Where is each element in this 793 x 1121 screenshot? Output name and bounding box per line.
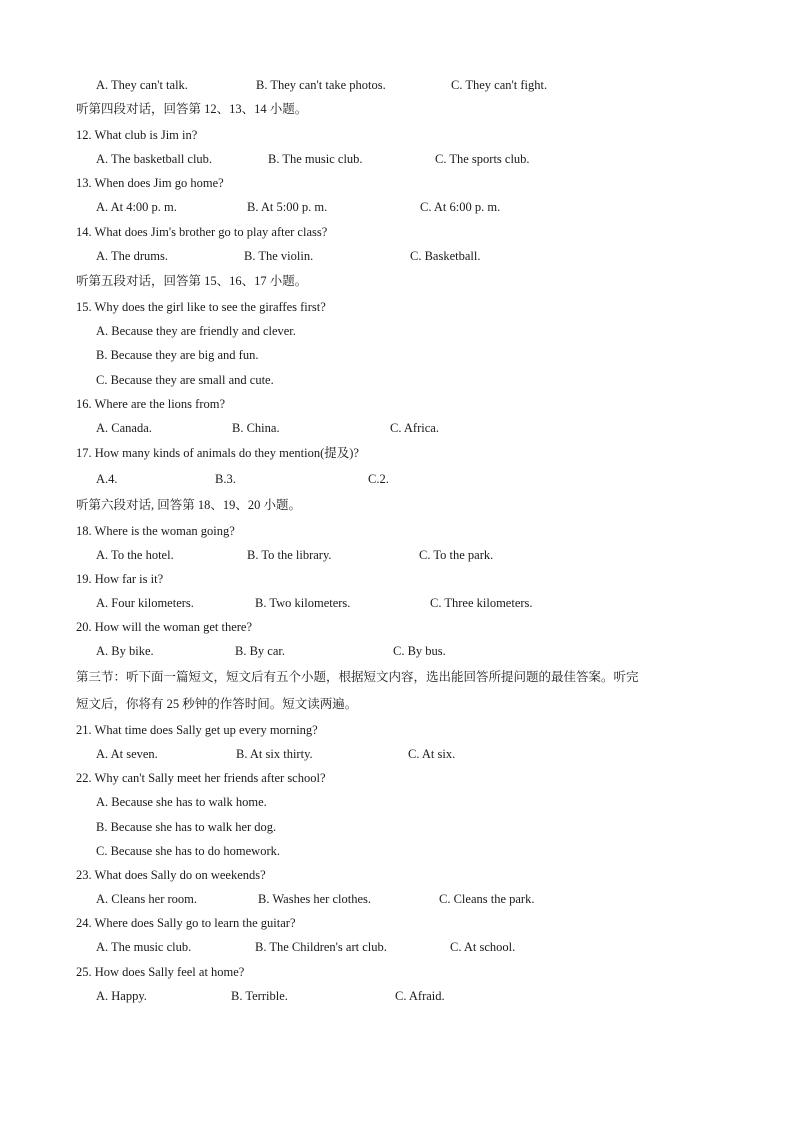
section-heading-5: 听第五段对话，回答第 15、16、17 小题。 [76,274,308,288]
q17-option-a: A.4. [96,472,118,486]
q24-option-c: C. At school. [450,940,516,954]
section-3-instructions-line-2: 短文后，你将有 25 秒钟的作答时间。短文读两遍。 [76,697,358,711]
section-heading-4: 听第四段对话，回答第 12、13、14 小题。 [76,102,308,116]
question-14: 14. What does Jim's brother go to play after class? [76,225,328,239]
q13-option-c: C. At 6:00 p. m. [420,200,501,214]
q21-option-b: B. At six thirty. [236,747,313,761]
q15-option-c: C. Because they are small and cute. [96,373,274,387]
q12-option-a: A. The basketball club. [96,152,213,166]
q17-option-c: C.2. [368,472,389,486]
q16-option-c: C. Africa. [390,421,439,435]
q13-option-a: A. At 4:00 p. m. [96,200,177,214]
question-21: 21. What time does Sally get up every morning? [76,723,318,737]
q24-option-b: B. The Children's art club. [255,940,387,954]
question-18: 18. Where is the woman going? [76,524,235,538]
q17-option-b: B.3. [215,472,236,486]
question-23: 23. What does Sally do on weekends? [76,868,266,882]
q19-option-a: A. Four kilometers. [96,596,194,610]
question-15: 15. Why does the girl like to see the giraffes first? [76,300,326,314]
q22-option-b: B. Because she has to walk her dog. [96,820,277,834]
q15-option-b: B. Because they are big and fun. [96,348,259,362]
q14-option-b: B. The violin. [244,249,314,263]
section-heading-6: 听第六段对话, 回答第 18、19、20 小题。 [76,498,302,512]
q20-option-b: B. By car. [235,644,285,658]
question-16: 16. Where are the lions from? [76,397,226,411]
q21-option-a: A. At seven. [96,747,158,761]
q14-option-c: C. Basketball. [410,249,481,263]
q13-option-b: B. At 5:00 p. m. [247,200,328,214]
q19-option-c: C. Three kilometers. [430,596,533,610]
q22-option-a: A. Because she has to walk home. [96,795,267,809]
q12-option-b: B. The music club. [268,152,363,166]
question-19: 19. How far is it? [76,572,164,586]
q11-option-a: A. They can't talk. [96,78,188,92]
q19-option-b: B. Two kilometers. [255,596,351,610]
q20-option-a: A. By bike. [96,644,154,658]
question-13: 13. When does Jim go home? [76,176,224,190]
q25-option-a: A. Happy. [96,989,147,1003]
q11-option-b: B. They can't take photos. [256,78,386,92]
q23-option-b: B. Washes her clothes. [258,892,371,906]
q18-option-c: C. To the park. [419,548,494,562]
question-12: 12. What club is Jim in? [76,128,198,142]
q24-option-a: A. The music club. [96,940,192,954]
q16-option-a: A. Canada. [96,421,152,435]
q18-option-a: A. To the hotel. [96,548,174,562]
question-20: 20. How will the woman get there? [76,620,252,634]
q15-option-a: A. Because they are friendly and clever. [96,324,296,338]
q23-option-a: A. Cleans her room. [96,892,198,906]
q25-option-c: C. Afraid. [395,989,445,1003]
q20-option-c: C. By bus. [393,644,446,658]
question-24: 24. Where does Sally go to learn the guitar? [76,916,296,930]
q21-option-c: C. At six. [408,747,456,761]
q12-option-c: C. The sports club. [435,152,530,166]
question-17: 17. How many kinds of animals do they mention(提及)? [76,446,359,460]
q18-option-b: B. To the library. [247,548,332,562]
q22-option-c: C. Because she has to do homework. [96,844,280,858]
q11-option-c: C. They can't fight. [451,78,548,92]
q23-option-c: C. Cleans the park. [439,892,535,906]
q16-option-b: B. China. [232,421,280,435]
section-3-instructions-line-1: 第三节：听下面一篇短文，短文后有五个小题，根据短文内容，选出能回答所提问题的最佳答案。听完 [76,670,639,684]
question-22: 22. Why can't Sally meet her friends after school? [76,771,326,785]
q25-option-b: B. Terrible. [231,989,288,1003]
q14-option-a: A. The drums. [96,249,168,263]
question-25: 25. How does Sally feel at home? [76,965,245,979]
